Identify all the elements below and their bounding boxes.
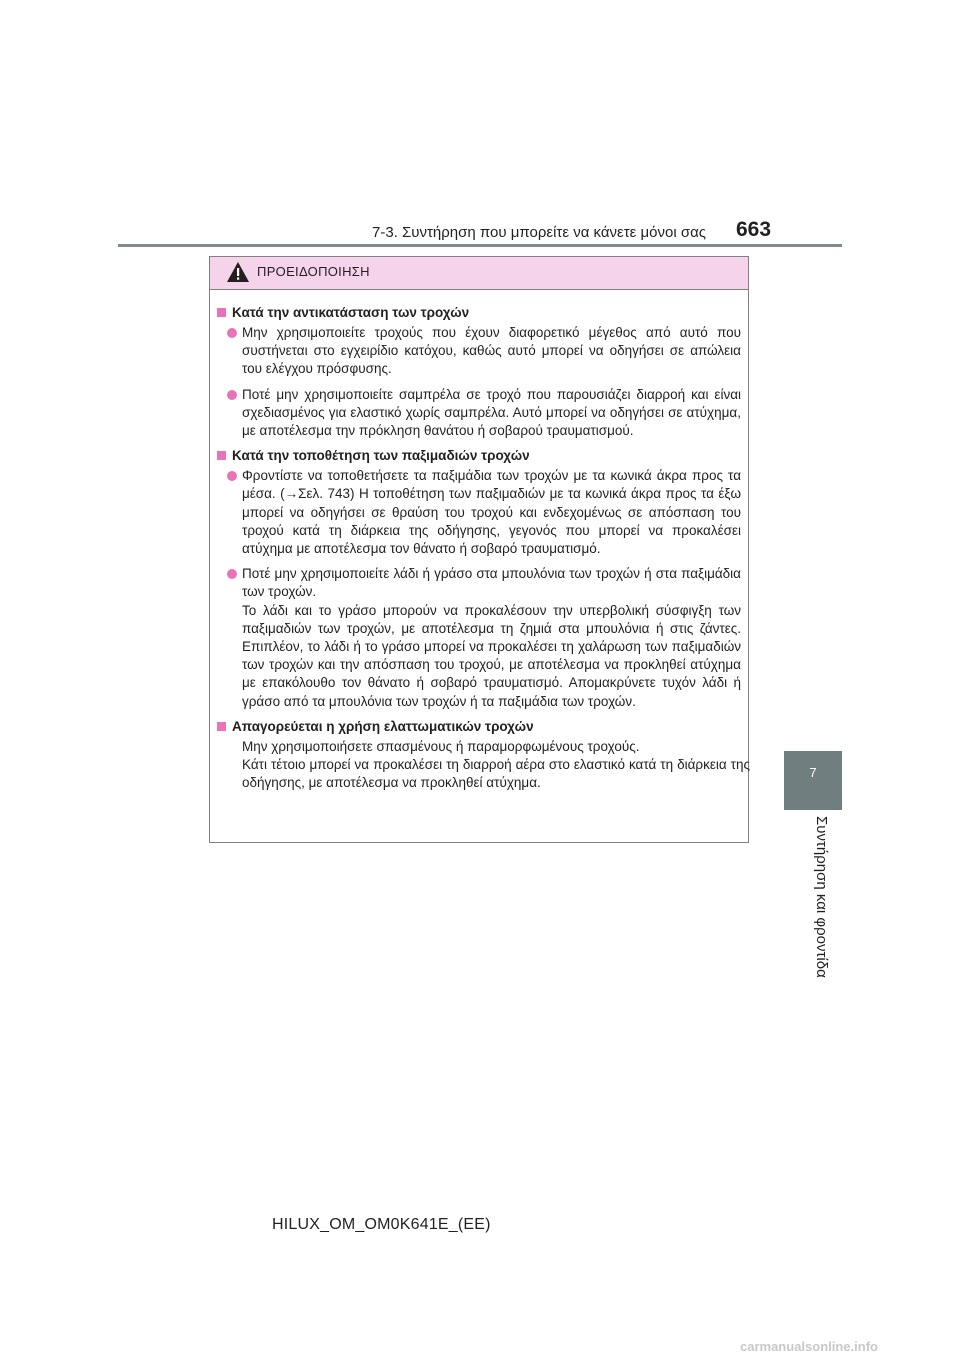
bullet-item — [227, 565, 741, 711]
warning-section — [217, 718, 750, 793]
pink-circle-icon — [227, 471, 237, 481]
warning-section — [217, 304, 741, 440]
bullet-paragraph: Μην χρησιμοποιείτε τροχούς που έχουν διαφορετικό μέγεθος από αυτό που συστήνεται στο εγχειρίδιο κατόχου, καθώς αυτό μπορεί να οδηγήσει σε απώλεια του ελέγχου πρόσφυσης. — [242, 325, 741, 377]
warning-body — [210, 290, 748, 792]
warning-label: ΠΡΟΕΙΔΟΠΟΙΗΣΗ — [257, 264, 370, 279]
warning-section — [217, 447, 741, 711]
bullet-item — [227, 324, 741, 379]
chapter-tab[interactable] — [784, 751, 842, 810]
pink-circle-icon — [227, 328, 237, 338]
bullet-text — [242, 324, 741, 379]
section-heading — [217, 718, 741, 736]
section-title: 7-3. Συντήρηση που μπορείτε να κάνετε μόνοι σας — [372, 224, 706, 241]
bullet-paragraph: Ποτέ μην χρησιμοποιείτε σαμπρέλα σε τροχό που παρουσιάζει διαρροή και είναι σχεδιασμένος για ελαστικό χωρίς σαμπρέλα. Αυτό μπορεί να οδηγήσει σε ατύχημα, με αποτέλεσμα την πρόκληση θανάτου ή σοβαρού τραυματισμού. — [242, 386, 741, 439]
manual-code: HILUX_OM_OM0K641E_(EE) — [272, 1216, 491, 1233]
warning-header — [210, 257, 748, 290]
header-rule — [118, 244, 842, 247]
section-paragraph: Μην χρησιμοποιήσετε σπασμένους ή παραμορφωμένους τροχούς. — [242, 738, 640, 754]
bullet-item — [227, 386, 741, 441]
pink-circle-icon — [227, 569, 237, 579]
bullet-item — [227, 467, 741, 558]
bullet-paragraph: Το λάδι και το γράσο μπορούν να προκαλέσουν την υπερβολική σύσφιγξη των παξιμαδιών των τροχών, με αποτέλεσμα τη ζημιά στα μπουλόνια ή στις ζάντες. Επιπλέον, το λάδι ή το γράσο μπορεί να προκαλέσει τη χαλάρωση των παξιμαδιών των τροχών και την απόσπαση του τροχού, με αποτέλεσμα να προκληθεί ατύχημα με επακόλουθο τον θάνατο ή σοβαρό τραυματισμό. Απομακρύνετε τυχόν λάδι ή γράσο από τα μπουλόνια των τροχών ή τα παξιμάδια των τροχών. — [242, 602, 741, 709]
pink-circle-icon — [227, 390, 237, 400]
section-paragraph: Κάτι τέτοιο μπορεί να προκαλέσει τη διαρροή αέρα στο ελαστικό κατά τη διάρκεια της οδήγησης, με αποτέλεσμα να προκληθεί ατύχημα. — [242, 757, 750, 791]
warning-box — [209, 256, 749, 843]
section-heading-text: Κατά την τοποθέτηση των παξιμαδιών τροχών — [232, 448, 530, 464]
section-heading — [217, 304, 741, 322]
section-heading — [217, 447, 741, 465]
chapter-side-label: Συντήρηση και φροντίδα — [813, 816, 830, 978]
chapter-number: 7 — [809, 765, 817, 780]
section-heading-text: Απαγορεύεται η χρήση ελαττωματικών τροχών — [232, 718, 534, 734]
page-number: 663 — [736, 218, 772, 241]
bullet-text — [242, 386, 741, 441]
pink-square-icon — [217, 722, 226, 731]
pink-square-icon — [217, 308, 226, 317]
bullet-paragraph: Φροντίστε να τοποθετήσετε τα παξιμάδια των τροχών με τα κωνικά άκρα προς τα μέσα. (→Σελ. 743) Η τοποθέτηση των παξιμαδιών με τα κωνικά άκρα προς τα έξω μπορεί να οδηγήσει σε θραύση του τροχού και ενδεχομένως σε απόσπαση του τροχού κατά τη διάρκεια της οδήγησης, γεγονός που μπορεί να προκαλέσει ατύχημα με αποτέλεσμα τον θάνατο ή σοβαρό τραυματισμό. — [242, 468, 741, 557]
section-text — [242, 738, 750, 793]
bullet-text — [242, 467, 741, 558]
pink-square-icon — [217, 451, 226, 460]
bullet-paragraph: Ποτέ μην χρησιμοποιείτε λάδι ή γράσο στα μπουλόνια των τροχών ή στα παξιμάδια των τροχών. — [242, 566, 741, 600]
warning-triangle-icon — [226, 261, 250, 283]
bullet-text — [242, 565, 741, 711]
section-heading-text: Κατά την αντικατάσταση των τροχών — [232, 305, 470, 320]
watermark: carmanualsonline.info — [740, 1339, 878, 1354]
